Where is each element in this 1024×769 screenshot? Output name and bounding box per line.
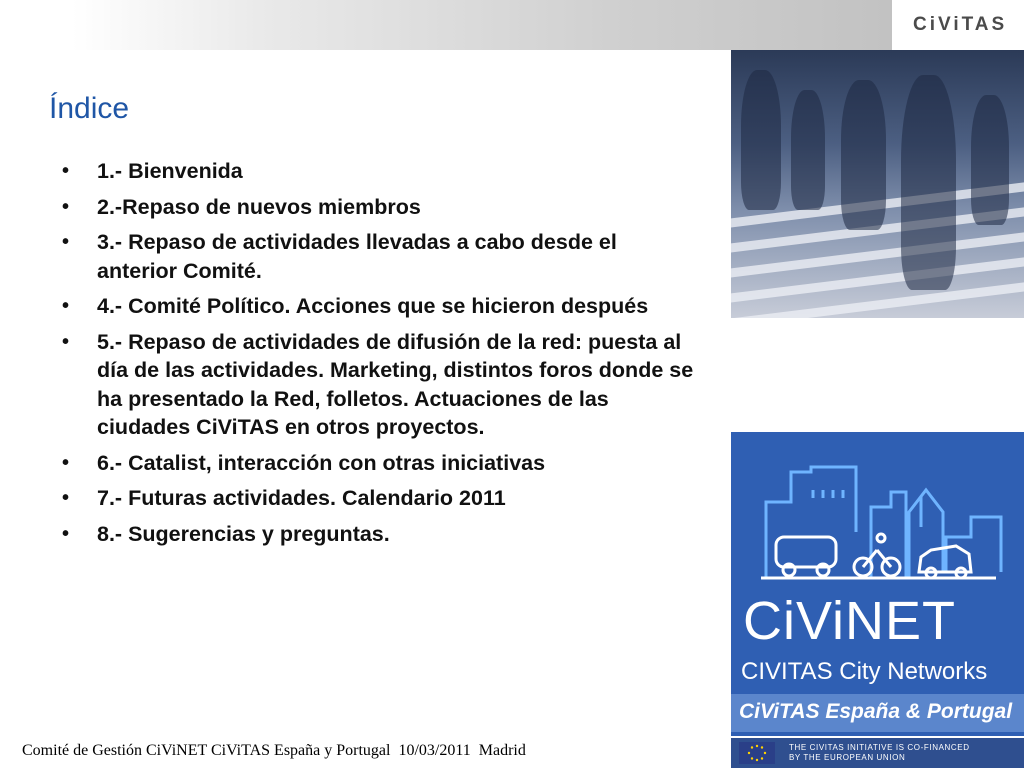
civitas-logo: CiViTAS [913, 14, 1008, 35]
list-item-text: 1.- Bienvenida [97, 159, 243, 183]
list-item [62, 292, 702, 321]
bullet-marker: • [62, 231, 70, 253]
bullet-marker: • [62, 330, 70, 353]
bullet-marker: • [62, 195, 70, 218]
bullet-marker: • [62, 487, 70, 509]
list-item-text: 5.- Repaso de actividades de difusión de la red: puesta al día de las actividades. Marketing, distintos foros donde se ha presentado la Red, folletos. Actuaciones de las ciudades CiViTAS en otros proyectos. [97, 329, 694, 439]
list-item [62, 157, 702, 186]
list-item [62, 328, 702, 442]
eu-text-line2: BY THE EUROPEAN UNION [789, 753, 906, 762]
region-label: CiViTAS España & Portugal [739, 700, 1013, 723]
slide-title: Índice [49, 92, 130, 125]
list-item [62, 484, 702, 513]
list-item-text: 4.- Comité Político. Acciones que se hicieron después [97, 294, 649, 318]
bullet-marker: • [62, 522, 70, 545]
bullet-marker: • [62, 295, 70, 317]
list-item-text: 8.- Sugerencias y preguntas. [97, 521, 390, 546]
list-item [62, 520, 702, 549]
bullet-marker: • [62, 160, 70, 182]
list-item [62, 449, 702, 478]
eu-flag-icon [739, 742, 775, 764]
crowd-photo [731, 50, 1024, 318]
civinet-logo-panel [731, 432, 1024, 736]
bullet-list [62, 157, 702, 555]
list-item-text: 7.- Futuras actividades. Calendario 2011 [97, 486, 506, 510]
list-item-text: 2.-Repaso de nuevos miembros [97, 194, 421, 219]
footer-text: Comité de Gestión CiViNET CiViTAS España y Portugal 10/03/2011 Madrid [22, 742, 526, 759]
eu-text-line1: THE CIVITAS INITIATIVE IS CO-FINANCED [789, 743, 970, 752]
civinet-subtitle: CIVITAS City Networks [741, 658, 988, 685]
eu-cofinanced-bar [731, 738, 1024, 768]
civinet-wordmark: CiViNET [743, 591, 957, 651]
list-item-text: 6.- Catalist, interacción con otras iniciativas [97, 450, 546, 475]
header-band [0, 0, 892, 50]
list-item-text: 3.- Repaso de actividades llevadas a cabo desde el anterior Comité. [97, 230, 617, 283]
region-bar [731, 694, 1024, 732]
list-item [62, 193, 702, 222]
city-skyline-illustration [731, 432, 1024, 582]
list-item [62, 228, 702, 285]
logo-box [892, 0, 1024, 50]
eu-cofinance-text [789, 743, 970, 763]
bullet-marker: • [62, 451, 70, 474]
